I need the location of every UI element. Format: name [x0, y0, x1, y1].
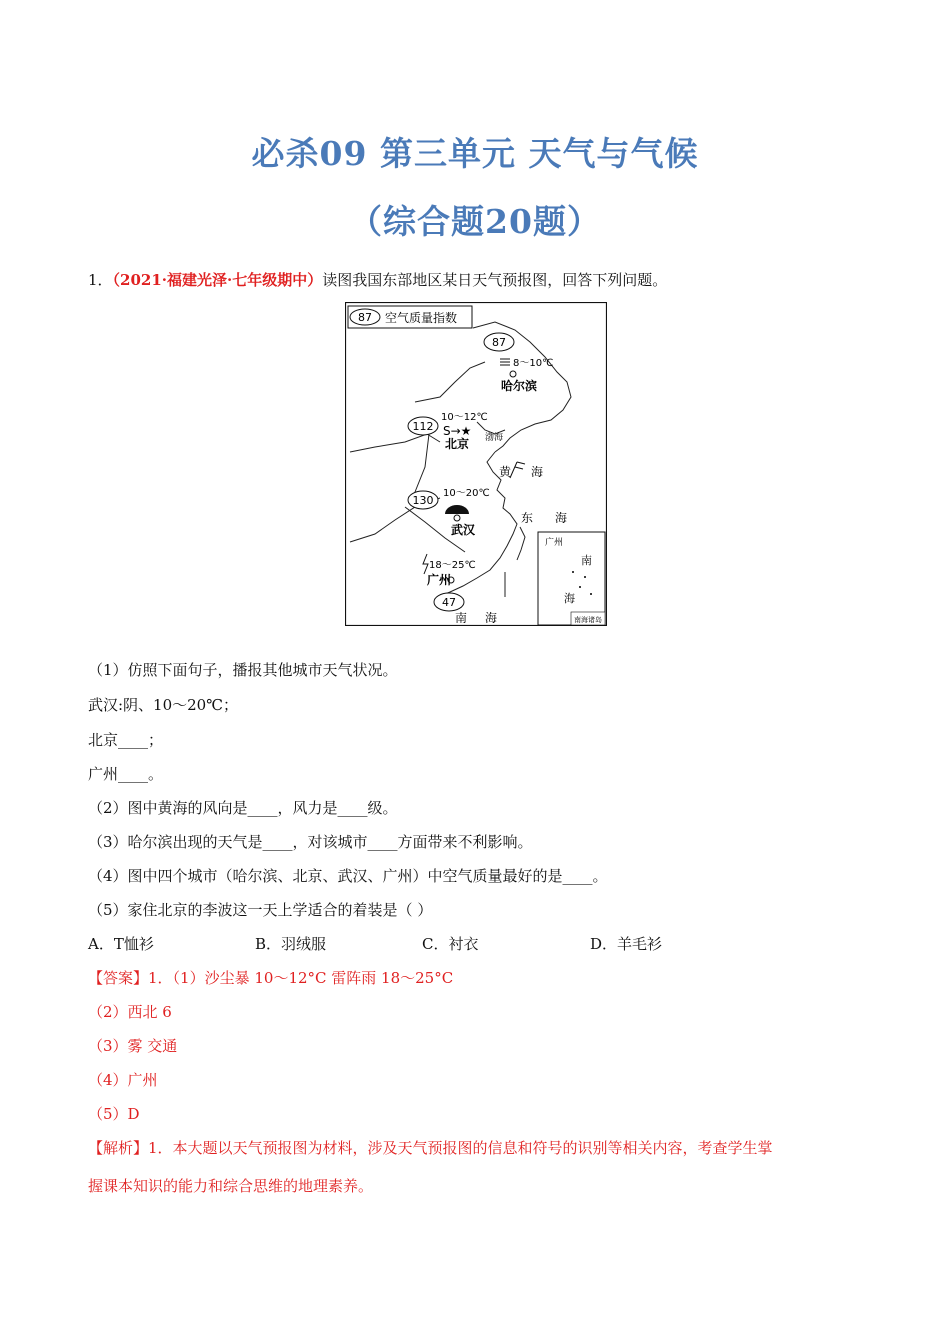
- svg-text:南: 南: [581, 554, 592, 567]
- guangzhou-line: 广州____。: [88, 765, 164, 783]
- answer-line-1: 【答案】1．（1）沙尘暴 10～12°C 雷阵雨 18～25°C: [88, 969, 454, 987]
- option-d: D．羊毛衫: [590, 935, 663, 953]
- sea-label-huanghai-2: 海: [531, 465, 544, 479]
- sea-label-nanhai-1: 南: [455, 611, 468, 625]
- answer-line-4: （4）广州: [88, 1071, 158, 1089]
- temp-wuhan: 10～20℃: [443, 488, 490, 499]
- temp-beijing: 10～12℃: [441, 412, 488, 423]
- sea-label-bohai: 渤海: [485, 433, 504, 443]
- temp-harbin: 8～10℃: [513, 358, 554, 369]
- sea-label-donghai-2: 海: [555, 511, 568, 525]
- aqi-wuhan: 130: [412, 494, 434, 507]
- sea-label-donghai-1: 东: [521, 511, 534, 525]
- legend-label: 空气质量指数: [385, 311, 458, 325]
- answer-line-3: （3）雾 交通: [88, 1037, 178, 1055]
- example-line: 武汉:阴、10～20℃；: [88, 696, 239, 714]
- weather-map: [345, 302, 607, 626]
- option-b: B．羽绒服: [255, 935, 327, 953]
- sub-question-4: （4）图中四个城市（哈尔滨、北京、武汉、广州）中空气质量最好的是____。: [88, 867, 608, 885]
- aqi-guangzhou: 47: [442, 596, 456, 609]
- sea-label-nanhai-2: 海: [485, 611, 498, 625]
- question-text: 读图我国东部地区某日天气预报图，回答下列问题。: [322, 271, 668, 289]
- name-harbin: 哈尔滨: [501, 379, 538, 393]
- name-beijing: 北京: [445, 437, 470, 451]
- page-title: 必杀09 第三单元 天气与气候: [251, 134, 699, 173]
- sandstorm-icon: S→★: [443, 424, 472, 438]
- page-subtitle: （综合题20题）: [349, 202, 601, 241]
- temp-guangzhou: 18～25℃: [429, 560, 476, 571]
- analysis-line-2: 握课本知识的能力和综合思维的地理素养。: [88, 1177, 374, 1195]
- legend: [348, 306, 472, 328]
- aqi-beijing: 112: [412, 420, 434, 433]
- name-guangzhou: 广州: [427, 573, 452, 587]
- sub-question-3: （3）哈尔滨出现的天气是____，对该城市____方面带来不利影响。: [88, 833, 533, 851]
- svg-text:海: 海: [564, 592, 575, 605]
- sub-question-2: （2）图中黄海的风向是____，风力是____级。: [88, 799, 398, 817]
- answer-line-2: （2）西北 6: [88, 1003, 172, 1021]
- analysis-line-1: 【解析】1．本大题以天气预报图为材料，涉及天气预报图的信息和符号的识别等相关内容，考查学生掌: [88, 1139, 773, 1157]
- svg-text:广州: 广州: [545, 538, 564, 548]
- south-china-sea-inset: [538, 532, 605, 625]
- option-c: C．衬衣: [422, 935, 479, 953]
- svg-text:南海诸岛: 南海诸岛: [574, 616, 602, 624]
- sea-label-huanghai-1: 黄: [499, 465, 512, 479]
- name-wuhan: 武汉: [451, 523, 476, 537]
- aqi-harbin: 87: [492, 336, 506, 349]
- sub-question-1: （1）仿照下面句子，播报其他城市天气状况。: [88, 661, 398, 679]
- beijing-line: 北京____；: [88, 731, 164, 749]
- question-number: 1．: [88, 271, 113, 289]
- question-stem: [88, 270, 667, 290]
- question-source: （2021·福建光泽·七年级期中）: [112, 271, 323, 289]
- sub-question-5: （5）家住北京的李波这一天上学适合的着装是（ ）: [88, 901, 433, 919]
- option-a: A．T恤衫: [88, 935, 154, 953]
- legend-value: 87: [358, 311, 372, 324]
- answer-line-5: （5）D: [88, 1105, 140, 1123]
